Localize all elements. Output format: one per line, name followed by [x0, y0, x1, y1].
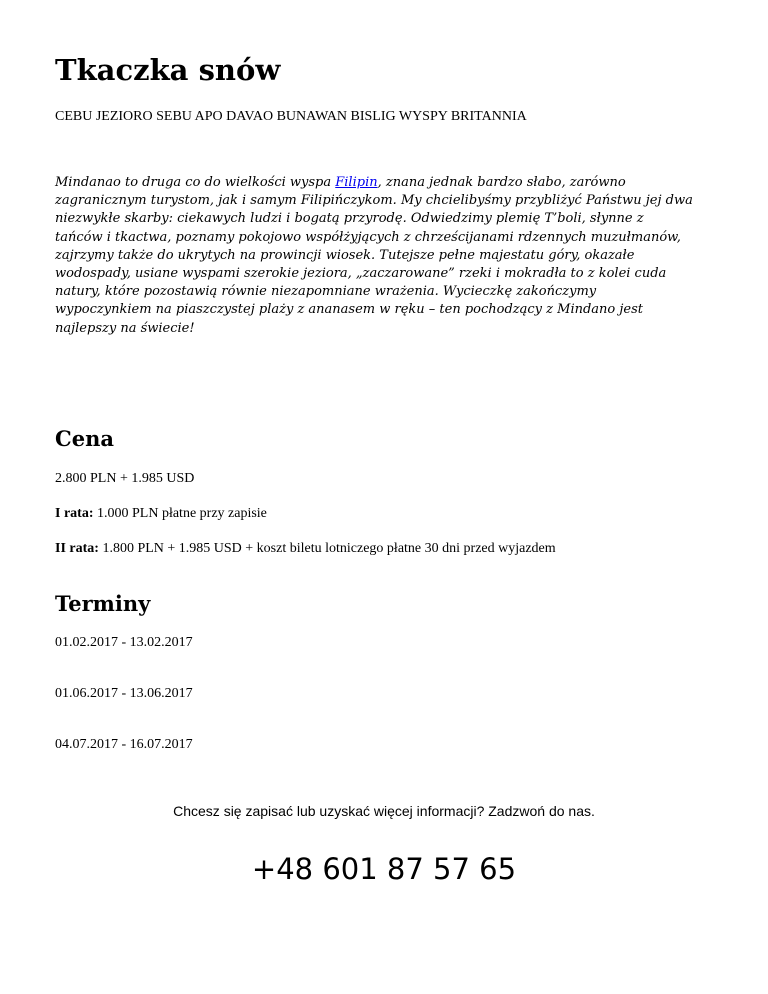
date-item: 04.07.2017 - 16.07.2017 — [55, 737, 193, 752]
price-rate-1 — [55, 505, 267, 523]
page-title: Tkaczka snów — [55, 53, 281, 87]
price-rate-2 — [55, 540, 556, 558]
price-heading: Cena — [55, 426, 114, 451]
rate-2-label: II rata: — [55, 541, 99, 556]
intro-paragraph — [55, 174, 695, 338]
contact-cta: Chcesz się zapisać lub uzyskać więcej informacji? Zadzwoń do nas. — [173, 803, 595, 819]
intro-text-after-link: , znana jednak bardzo słabo, zarówno zagranicznym turystom, jak i samym Filipińczykom. My chcielibyśmy przybliżyć Państwu jej dwa niezwykłe skarby: ciekawych ludzi i bogatą przyrodę. Odwiedzimy plemię T’boli, słynne z tańców i tkactwa, poznamy pokojowo współżyjących z chrześcijanami rdzennych muzułmanów, zajrzymy także do ukrytych na prowincji wiosek. Tutejsze pełne majestatu góry, okazałe wodospady, usiane wyspami szerokie jeziora, „zaczarowane” rzeki i mokradła to z kolei cuda natury, które pozostawią równie niezapomniane wrażenia. Wycieczkę zakończymy wypoczynkiem na piaszczystej plaży z ananasem w ręku – ten pochodzący z Mindano jest najlepszy na świecie! — [55, 175, 693, 336]
date-item: 01.06.2017 - 13.06.2017 — [55, 686, 193, 701]
rate-2-text: 1.800 PLN + 1.985 USD + koszt biletu lotniczego płatne 30 dni przed wyjazdem — [98, 541, 556, 556]
dates-heading: Terminy — [55, 591, 151, 616]
rate-1-text: 1.000 PLN płatne przy zapisie — [93, 506, 267, 521]
contact-phone[interactable]: +48 601 87 57 65 — [251, 852, 517, 886]
intro-text-before-link: Mindanao to druga co do wielkości wyspa — [55, 175, 336, 190]
price-total: 2.800 PLN + 1.985 USD — [55, 471, 195, 486]
rate-1-label: I rata: — [55, 506, 94, 521]
date-item: 01.02.2017 - 13.02.2017 — [55, 635, 193, 650]
filipin-link[interactable]: Filipin — [335, 175, 378, 190]
places-list: CEBU JEZIORO SEBU APO DAVAO BUNAWAN BISLIG WYSPY BRITANNIA — [55, 109, 527, 124]
